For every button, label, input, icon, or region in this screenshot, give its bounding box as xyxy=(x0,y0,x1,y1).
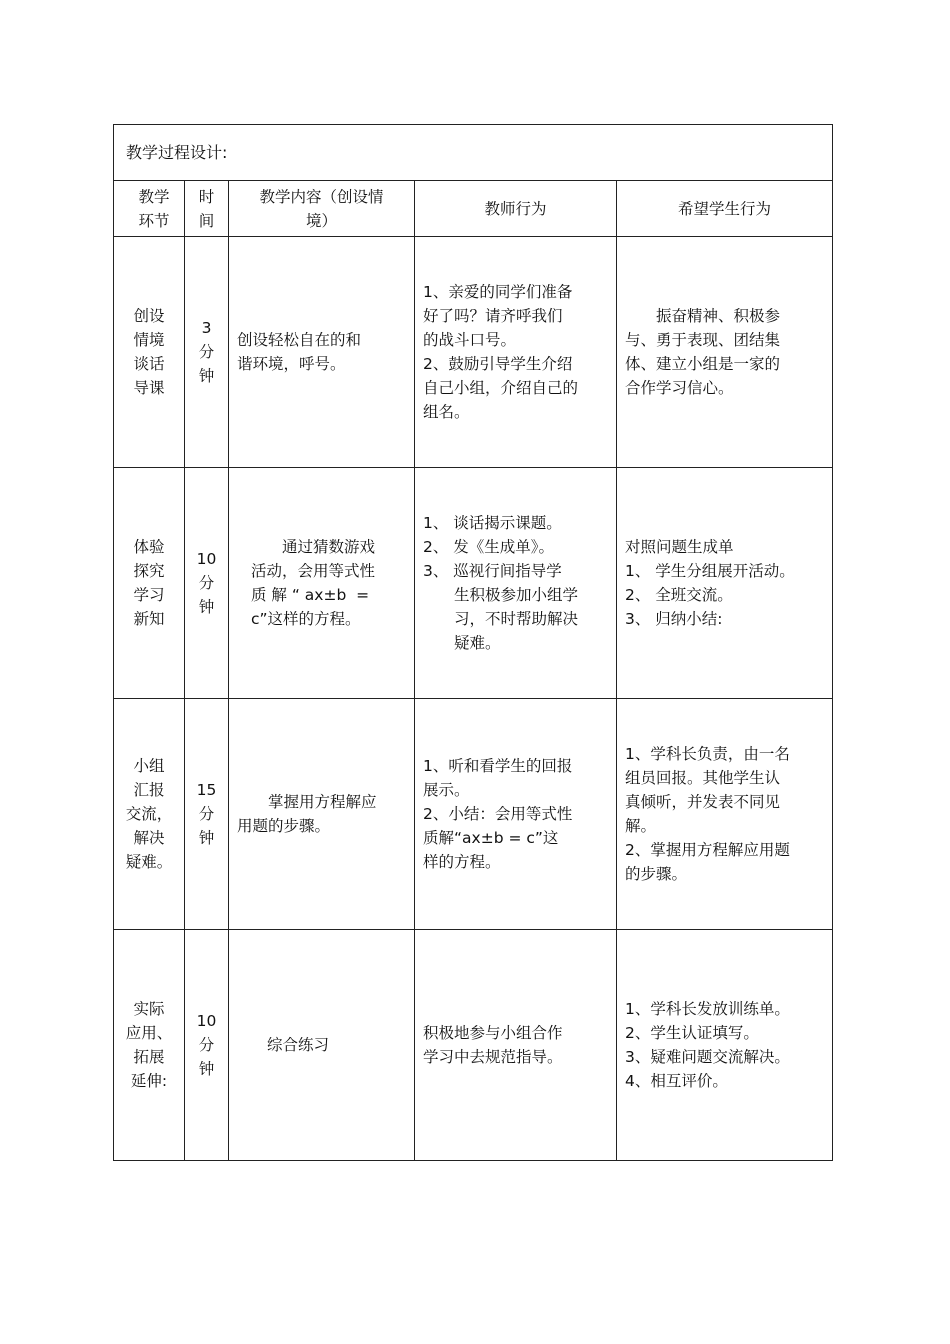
content-line: 用题的步骤。 xyxy=(237,817,331,835)
stage-line: 实际 xyxy=(133,1000,165,1018)
teacher-line: 2、小结：会用等式性 xyxy=(423,805,573,823)
stage-line: 汇报 xyxy=(133,781,165,799)
teacher-line: 疑难。 xyxy=(454,634,501,652)
teacher-line: 生积极参加小组学 xyxy=(454,586,579,604)
teacher-line: 习，不时帮助解决 xyxy=(454,610,579,628)
teacher-line: 1、听和看学生的回报 xyxy=(423,757,573,775)
header-student: 希望学生行为 xyxy=(617,181,833,237)
student-line: 4、相互评价。 xyxy=(625,1072,728,1090)
content-cell xyxy=(229,237,415,468)
table-row xyxy=(114,468,833,699)
student-line: 对照问题生成单 xyxy=(625,538,734,556)
teacher-line: 的战斗口号。 xyxy=(423,331,517,349)
stage-cell xyxy=(114,468,185,699)
teacher-line: 学习中去规范指导。 xyxy=(423,1048,563,1066)
teacher-line: 1、 谈话揭示课题。 xyxy=(423,514,562,532)
student-line: 振奋精神、积极参 xyxy=(656,307,781,325)
content-line: c”这样的方程。 xyxy=(251,610,361,628)
stage-cell xyxy=(114,930,185,1161)
time-cell xyxy=(185,699,229,930)
teacher-line: 1、亲爱的同学们准备 xyxy=(423,283,573,301)
teacher-cell xyxy=(415,699,617,930)
teacher-line: 2、 发《生成单》。 xyxy=(423,538,555,556)
stage-cell xyxy=(114,699,185,930)
stage-line: 拓展 xyxy=(133,1048,165,1066)
content-line: 活动，会用等式性 xyxy=(251,562,376,580)
teacher-cell xyxy=(415,468,617,699)
stage-line: 导课 xyxy=(133,379,165,397)
student-cell xyxy=(617,699,833,930)
stage-line: 探究 xyxy=(133,562,165,580)
header-time xyxy=(185,181,229,237)
time-line: 钟 xyxy=(198,1060,215,1078)
student-line: 2、学生认证填写。 xyxy=(625,1024,759,1042)
content-line: 质 解 “ ax±b = xyxy=(251,586,370,604)
teacher-line: 自己小组，介绍自己的 xyxy=(423,379,579,397)
teacher-line: 好了吗？请齐呼我们 xyxy=(423,307,563,325)
stage-line: 创设 xyxy=(133,307,165,325)
student-line: 3、 归纳小结: xyxy=(625,610,723,628)
header-content xyxy=(229,181,415,237)
student-line: 体、建立小组是一家的 xyxy=(625,355,781,373)
header-teacher: 教师行为 xyxy=(415,181,617,237)
teacher-line: 组名。 xyxy=(423,403,470,421)
teacher-line: 质解“ax±b = c”这 xyxy=(423,829,559,847)
time-line: 钟 xyxy=(198,598,215,616)
stage-line: 小组 xyxy=(133,757,165,775)
teacher-cell xyxy=(415,930,617,1161)
student-line: 解。 xyxy=(625,817,657,835)
table-row xyxy=(114,699,833,930)
stage-cell xyxy=(114,237,185,468)
teacher-cell xyxy=(415,237,617,468)
header-time-line: 时 xyxy=(198,187,215,206)
table-title: 教学过程设计: xyxy=(114,125,833,181)
stage-line: 延伸: xyxy=(130,1072,168,1090)
time-line: 钟 xyxy=(198,367,215,385)
student-line: 3、疑难问题交流解决。 xyxy=(625,1048,790,1066)
student-cell xyxy=(617,930,833,1161)
header-content-line: 教学内容（创设情 xyxy=(259,187,384,206)
teacher-line: 展示。 xyxy=(423,781,470,799)
stage-line: 解决 xyxy=(133,829,165,847)
student-line: 的步骤。 xyxy=(625,865,688,883)
table-row xyxy=(114,237,833,468)
content-cell xyxy=(229,699,415,930)
stage-line: 情境 xyxy=(133,331,165,349)
stage-line: 应用、 xyxy=(125,1024,173,1042)
content-line: 综合练习 xyxy=(267,1036,330,1054)
time-line: 10 xyxy=(196,1012,217,1030)
teacher-line: 2、鼓励引导学生介绍 xyxy=(423,355,573,373)
student-line: 真倾听，并发表不同见 xyxy=(625,793,781,811)
content-line: 掌握用方程解应 xyxy=(268,793,377,811)
stage-line: 学习 xyxy=(133,586,165,604)
time-line: 分 xyxy=(198,574,215,592)
stage-line: 疑难。 xyxy=(125,853,173,871)
header-stage-line: 教学 xyxy=(138,187,170,206)
content-cell xyxy=(229,930,415,1161)
time-line: 3 xyxy=(201,319,212,337)
student-line: 2、掌握用方程解应用题 xyxy=(625,841,790,859)
time-cell xyxy=(185,930,229,1161)
student-cell xyxy=(617,468,833,699)
student-line: 2、 全班交流。 xyxy=(625,586,733,604)
stage-line: 谈话 xyxy=(133,355,165,373)
header-stage-line: 环节 xyxy=(138,211,170,230)
time-cell xyxy=(185,237,229,468)
teacher-line: 3、 巡视行间指导学 xyxy=(423,562,562,580)
student-line: 组员回报。其他学生认 xyxy=(625,769,781,787)
stage-line: 交流， xyxy=(125,805,173,823)
time-line: 钟 xyxy=(198,829,215,847)
teacher-line: 积极地参与小组合作 xyxy=(423,1024,563,1042)
stage-line: 新知 xyxy=(133,610,165,628)
content-line: 谐环境，呼号。 xyxy=(237,355,346,373)
header-content-line: 境） xyxy=(305,211,337,230)
teacher-line: 样的方程。 xyxy=(423,853,501,871)
content-line: 创设轻松自在的和 xyxy=(237,331,362,349)
student-line: 与、勇于表现、团结集 xyxy=(625,331,781,349)
student-line: 1、学科长负责，由一名 xyxy=(625,745,790,763)
content-line: 通过猜数游戏 xyxy=(282,538,376,556)
lesson-plan-table xyxy=(113,124,833,1161)
time-cell xyxy=(185,468,229,699)
stage-line: 体验 xyxy=(133,538,165,556)
time-line: 分 xyxy=(198,805,215,823)
student-cell xyxy=(617,237,833,468)
student-line: 1、 学生分组展开活动。 xyxy=(625,562,795,580)
header-stage xyxy=(114,181,185,237)
time-line: 分 xyxy=(198,343,215,361)
student-line: 1、学科长发放训练单。 xyxy=(625,1000,790,1018)
time-line: 分 xyxy=(198,1036,215,1054)
header-time-line: 间 xyxy=(198,211,215,230)
time-line: 10 xyxy=(196,550,217,568)
table-row xyxy=(114,930,833,1161)
content-cell xyxy=(229,468,415,699)
student-line: 合作学习信心。 xyxy=(625,379,734,397)
header-row xyxy=(114,181,833,237)
time-line: 15 xyxy=(196,781,217,799)
